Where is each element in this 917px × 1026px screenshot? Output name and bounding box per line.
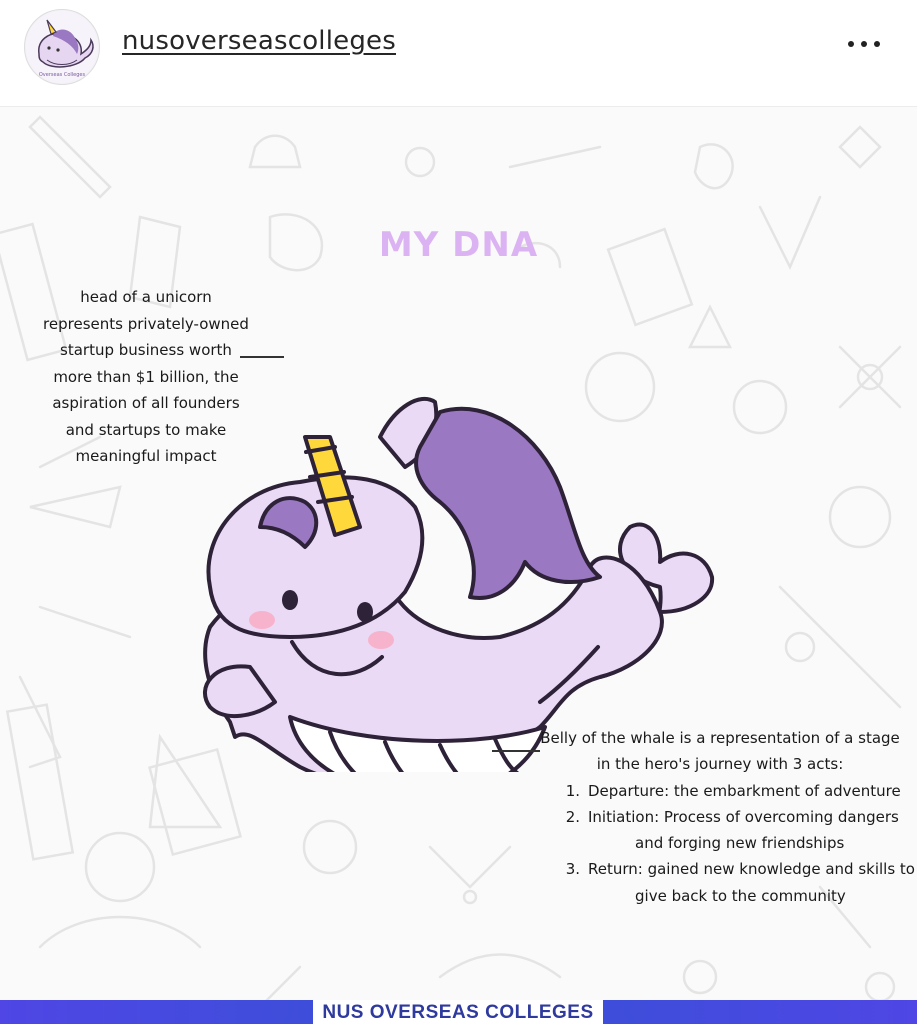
annotation-line: aspiration of all founders xyxy=(52,394,240,412)
belly-annotation xyxy=(540,725,915,909)
list-continuation: and forging new friendships xyxy=(635,834,845,853)
profile-avatar[interactable] xyxy=(24,9,100,85)
belly-connector-line xyxy=(492,750,540,752)
annotation-line: represents privately-owned xyxy=(43,314,249,333)
annotation-line: more than $1 billion, the xyxy=(53,367,239,386)
svg-text:Overseas Colleges: Overseas Colleges xyxy=(38,72,86,78)
list-text: Departure: the embarkment of adventure xyxy=(588,781,901,800)
list-text: Initiation: Process of overcoming dangers xyxy=(588,807,899,826)
unicorn-whale-logo-icon xyxy=(25,10,99,84)
post-title: MY DNA xyxy=(378,225,539,265)
annotation-line: head of a unicorn xyxy=(80,288,212,306)
annotation-line: meaningful impact xyxy=(75,447,217,465)
list-continuation: give back to the community xyxy=(635,886,846,905)
unicorn-whale-illustration xyxy=(195,312,725,772)
belly-list-item xyxy=(540,778,900,804)
belly-intro-line: in the hero's journey with 3 acts: xyxy=(596,755,844,774)
annotation-line: and startups to make xyxy=(65,420,227,439)
account-username[interactable]: nusoverseascolleges xyxy=(122,26,396,56)
list-number: 3. xyxy=(565,860,580,879)
list-number: 2. xyxy=(565,807,580,826)
post-header xyxy=(0,0,917,107)
more-options-icon[interactable] xyxy=(838,22,890,66)
belly-intro-line: Belly of the whale is a representation of a stage xyxy=(540,729,900,747)
belly-list-item xyxy=(540,856,915,882)
post-image xyxy=(0,107,917,1024)
annotation-line: startup business worth xyxy=(60,341,232,359)
list-text: Return: gained new knowledge and skills to xyxy=(588,860,915,879)
list-number: 1. xyxy=(565,781,580,800)
footer-label: NUS OVERSEAS COLLEGES xyxy=(313,1000,603,1024)
belly-list-item xyxy=(540,804,900,830)
